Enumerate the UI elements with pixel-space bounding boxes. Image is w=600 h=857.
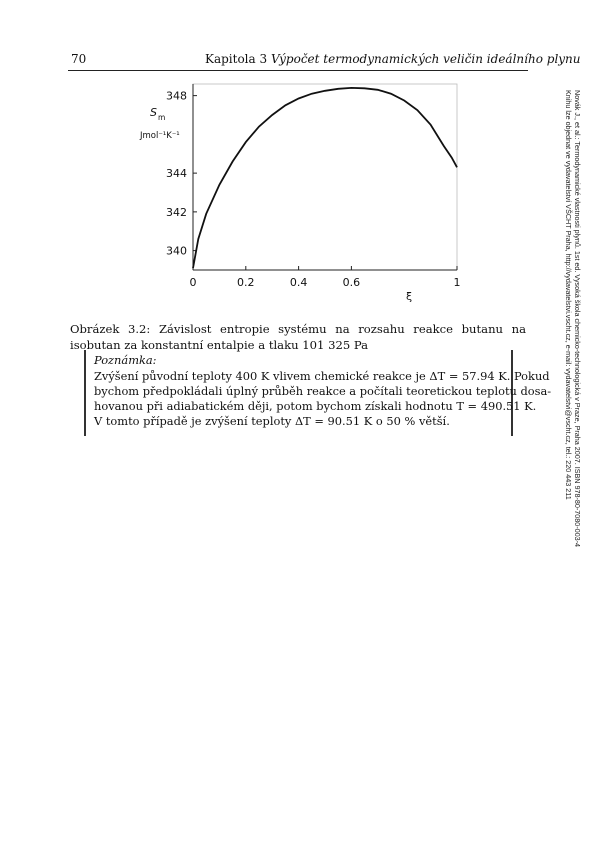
note-line: V tomto případě je zvýšení teploty ΔT = 90.51 K o 50 % větší. [94, 414, 450, 428]
x-tick-label: 0.2 [237, 276, 255, 289]
y-axis-label [139, 106, 180, 141]
y-tick-group [166, 90, 197, 258]
y-tick-label: 342 [166, 205, 187, 219]
note-box [84, 350, 552, 436]
plot-frame [193, 84, 457, 270]
note-line: Zvýšení původní teploty 400 K vlivem chemické reakce je ΔT = 57.94 K. Pokud [94, 369, 550, 383]
side-citation [564, 90, 582, 547]
note-line: bychom předpokládali úplný průběh reakce a počítali teoretickou teplotu dosa- [94, 384, 552, 398]
y-tick-label: 340 [166, 244, 187, 258]
x-axis-label: ξ [406, 290, 413, 303]
note-title: Poznámka: [94, 353, 157, 367]
plot-border [193, 84, 457, 270]
running-head [205, 52, 581, 66]
x-tick-label: 0.6 [342, 276, 361, 289]
y-axis-unit: Jmol⁻¹K⁻¹ [140, 131, 180, 141]
x-tick-label: 1 [453, 276, 461, 289]
entropy-chart [130, 78, 490, 310]
side-citation-line-1: Novák J., et al.: Termodynamické vlastnosti plynů. 1st ed. Vysoká škola chemicko-technologická v Praze, Praha 2007. ISBN 978-80-7080-003-4 [573, 90, 582, 548]
y-axis-subscript: m [158, 113, 166, 122]
y-tick-label: 348 [166, 89, 187, 103]
x-tick-label: 0 [189, 276, 197, 289]
side-citation-line-2: Knihu lze objednat ve vydavatelství VŠCHT Praha, http://vydavatelstvi.vscht.cz, e-mail: vydavatelstvi@vscht.cz, tel.: 220 443 211 [564, 90, 573, 500]
note-line: hovanou při adiabatickém ději, potom bychom získali hodnotu T = 490.51 K. [94, 399, 537, 413]
chapter-label: Kapitola 3 [205, 52, 268, 66]
x-tick-label: 0.4 [289, 276, 308, 289]
x-tick-group [190, 266, 461, 289]
chapter-title: Výpočet termodynamických veličin ideálního plynu [270, 52, 581, 66]
header-rule [68, 70, 528, 71]
y-axis-symbol: S [150, 106, 157, 119]
series-line-entropy [193, 88, 457, 268]
y-tick-label: 344 [166, 167, 187, 181]
page-number: 70 [71, 52, 87, 66]
figure-caption: Obrázek 3.2: Závislost entropie systému na rozsahu reakce butanu na isobutan za konstantní entalpie a tlaku 101 325 Pa [70, 322, 526, 352]
note-bar-left [84, 350, 86, 436]
